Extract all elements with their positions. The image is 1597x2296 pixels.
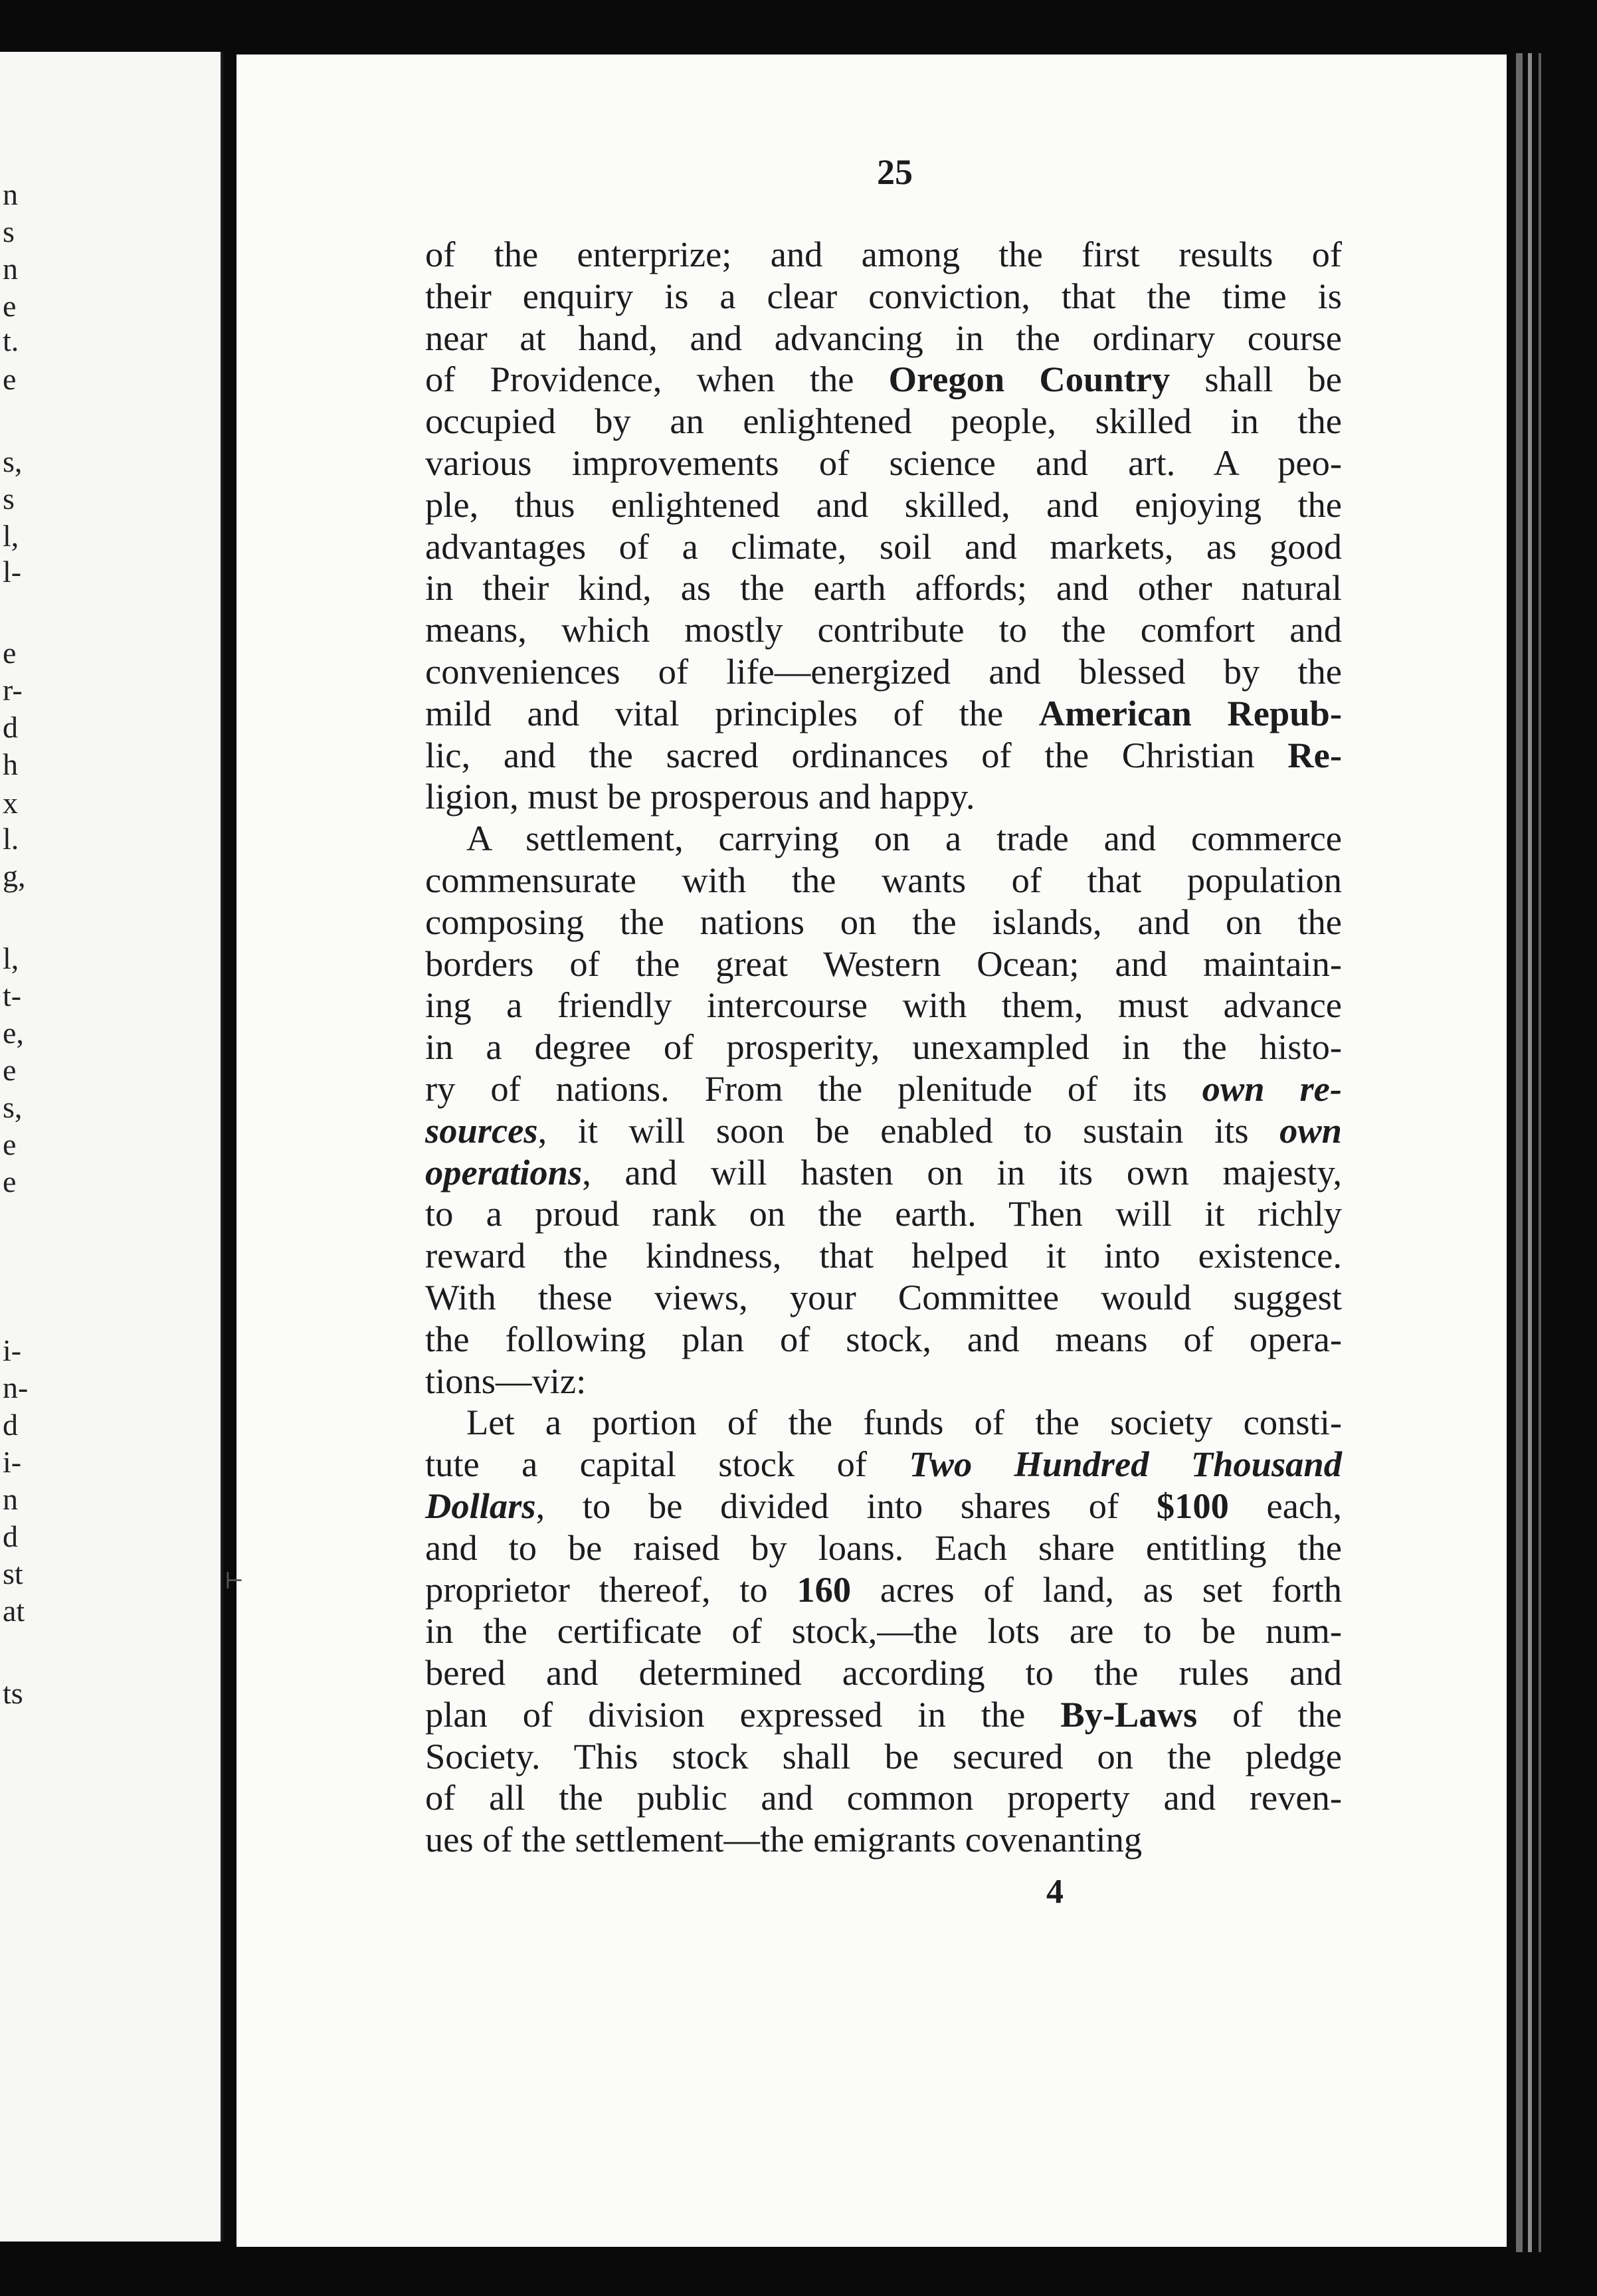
left-page-fragment: d: [3, 1408, 18, 1442]
text-line: commensurate with the wants of that population: [425, 859, 1342, 900]
body-text: [425, 234, 1342, 1861]
text-line: ple, thus enlightened and skilled, and enjoying the: [425, 484, 1342, 525]
left-page-fragment: l,: [3, 519, 19, 553]
left-page-fragment: i-: [3, 1333, 22, 1367]
left-page-fragment: r-: [3, 673, 23, 707]
left-page-fragment: n: [3, 252, 18, 286]
page-number: 25: [877, 152, 913, 192]
text-line: Let a portion of the funds of the society consti-: [466, 1402, 1342, 1443]
text-line: Dollars, to be divided into shares of $100 each,: [425, 1485, 1342, 1526]
left-page-fragment: e,: [3, 1016, 24, 1050]
text-line: of all the public and common property and reven-: [425, 1777, 1342, 1818]
left-page-fragment: l.: [3, 822, 19, 856]
text-line: ry of nations. From the plenitude of its own re-: [425, 1068, 1342, 1109]
text-line: conveniences of life—energized and blessed by the: [425, 650, 1342, 692]
text-line: mild and vital principles of the American Repub-: [425, 692, 1343, 733]
left-page-fragment: n: [3, 1482, 18, 1516]
text-line: reward the kindness, that helped it into existence.: [425, 1235, 1342, 1276]
text-line: in their kind, as the earth affords; and other natural: [425, 567, 1342, 609]
left-page-fragment: st: [3, 1557, 23, 1590]
text-line: means, which mostly contribute to the comfort and: [425, 609, 1342, 650]
left-page-fragment: n: [3, 177, 18, 211]
left-page-fragment: i-: [3, 1445, 22, 1479]
text-line: various improvements of science and art. A peo-: [425, 442, 1342, 483]
spine-edge: [1516, 53, 1523, 2252]
left-page-fragment: s,: [3, 444, 23, 478]
text-line: A settlement, carrying on a trade and commerce: [466, 818, 1342, 859]
left-page-fragment: h: [3, 747, 18, 781]
text-line: in the certificate of stock,—the lots are to be num-: [425, 1610, 1342, 1652]
left-page-fragment: d: [3, 1519, 18, 1553]
left-page-fragment: n-: [3, 1371, 29, 1404]
text-line: ing a friendly intercourse with them, must advance: [425, 985, 1342, 1026]
left-page-edge: [0, 52, 223, 2242]
text-line: and to be raised by loans. Each share entitling the: [425, 1527, 1342, 1568]
left-page-fragment: e: [3, 362, 17, 396]
spine-edge: [1539, 53, 1541, 2252]
text-line: tute a capital stock of Two Hundred Thousand: [425, 1444, 1342, 1485]
margin-mark: ⊢: [225, 1569, 244, 1594]
text-line: the following plan of stock, and means of opera-: [425, 1318, 1342, 1359]
text-line: tions—viz:: [425, 1360, 587, 1401]
left-page-fragment: e: [3, 1127, 17, 1161]
text-line: their enquiry is a clear conviction, that the time is: [425, 275, 1342, 316]
left-page-fragment: s,: [3, 1090, 23, 1124]
left-page-fragment: t-: [3, 979, 22, 1012]
left-page-fragment: d: [3, 710, 18, 744]
left-page-fragment: x: [3, 786, 18, 820]
text-line: lic, and the sacred ordinances of the Christian Re-: [425, 734, 1342, 775]
left-page-fragment: e: [3, 289, 17, 323]
left-page-fragment: t.: [3, 324, 19, 357]
text-line: ues of the settlement—the emigrants covenanting: [425, 1819, 1143, 1860]
text-line: to a proud rank on the earth. Then will it richly: [425, 1193, 1342, 1234]
left-page-fragment: e: [3, 1053, 17, 1087]
text-line: ligion, must be prosperous and happy.: [425, 776, 975, 817]
left-page-fragment: l-: [3, 555, 22, 589]
text-line: near at hand, and advancing in the ordinary course: [425, 317, 1342, 358]
text-line: With these views, your Committee would suggest: [425, 1276, 1342, 1317]
text-line: proprietor thereof, to 160 acres of land, as set forth: [425, 1569, 1342, 1610]
text-line: in a degree of prosperity, unexampled in the histo-: [425, 1026, 1342, 1068]
text-line: plan of division expressed in the By-Laws of the: [425, 1693, 1342, 1735]
text-line: sources, it will soon be enabled to sustain its own: [425, 1109, 1342, 1151]
left-page-fragment: g,: [3, 859, 26, 893]
left-page-fragment: l,: [3, 941, 19, 975]
left-page-fragment: s: [3, 482, 15, 516]
text-line: operations, and will hasten on in its own majesty,: [425, 1151, 1342, 1193]
left-page-fragment: at: [3, 1594, 25, 1628]
left-page-fragment: e: [3, 636, 17, 670]
left-page-fragment: s: [3, 215, 15, 248]
text-line: advantages of a climate, soil and markets, as good: [425, 526, 1342, 567]
text-line: bered and determined according to the rules and: [425, 1652, 1342, 1693]
spine-edge: [1528, 53, 1532, 2252]
text-line: borders of the great Western Ocean; and maintain-: [425, 943, 1342, 984]
left-page-fragment: e: [3, 1165, 17, 1198]
text-line: of the enterprize; and among the first results of: [425, 234, 1342, 274]
left-page-fragment: ts: [3, 1676, 23, 1710]
text-line: occupied by an enlightened people, skilled in the: [425, 401, 1342, 442]
text-line: composing the nations on the islands, and on the: [425, 901, 1342, 942]
signature-mark: 4: [1046, 1873, 1064, 1911]
text-line: of Providence, when the Oregon Country shall be: [425, 359, 1342, 400]
text-line: Society. This stock shall be secured on the pledge: [425, 1735, 1342, 1776]
